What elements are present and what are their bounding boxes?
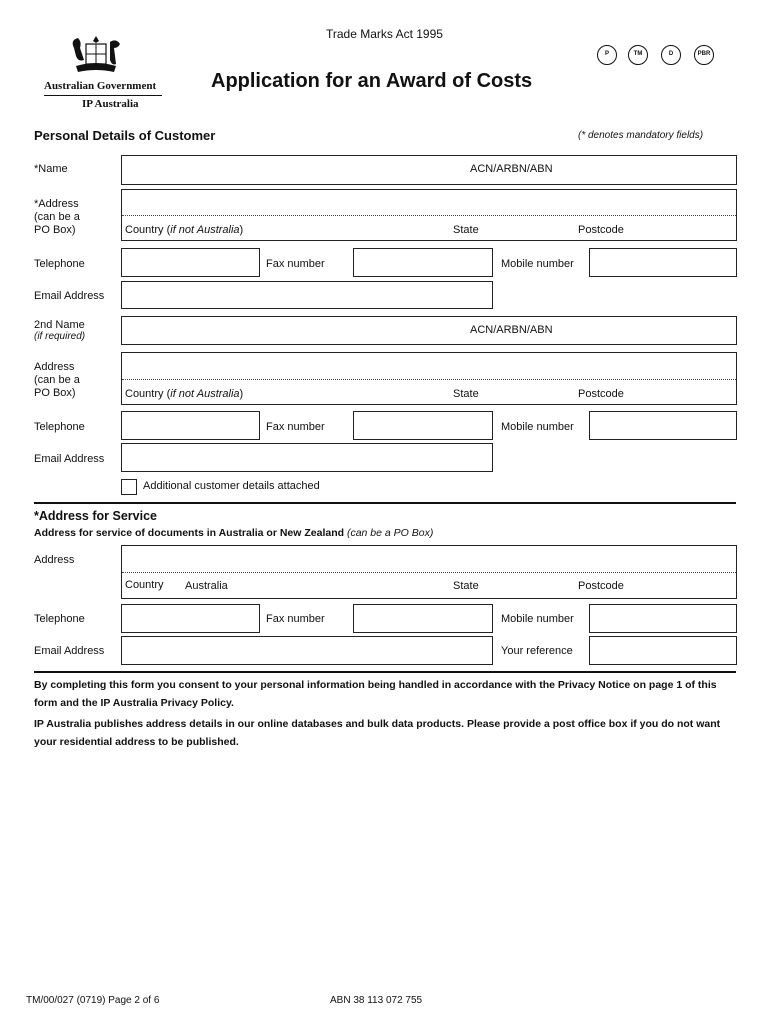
abn-footer: ABN 38 113 072 755: [330, 995, 423, 1006]
notice-divider: [34, 671, 736, 673]
address-label: *Address (can be a PO Box): [34, 198, 80, 236]
gov-agency: IP Australia: [82, 98, 139, 110]
reference-field[interactable]: [589, 636, 737, 665]
section-divider: [34, 502, 736, 504]
service-telephone-label: Telephone: [34, 613, 85, 625]
service-email-field[interactable]: [121, 636, 493, 665]
service-telephone-field[interactable]: [121, 604, 260, 633]
service-heading: *Address for Service: [34, 509, 157, 523]
state-label: State: [453, 224, 479, 236]
second-name-field[interactable]: [121, 316, 737, 345]
second-telephone-label: Telephone: [34, 421, 85, 433]
plant-breeders-icon: PBR: [694, 45, 714, 65]
patent-icon: P: [597, 45, 617, 65]
second-state-label: State: [453, 388, 479, 400]
second-name-label: 2nd Name: [34, 319, 85, 331]
mobile-label: Mobile number: [501, 258, 574, 270]
email-field[interactable]: [121, 281, 493, 309]
second-address-label: Address (can be a PO Box): [34, 361, 80, 399]
postcode-label: Postcode: [578, 224, 624, 236]
service-mobile-field[interactable]: [589, 604, 737, 633]
gov-divider: [44, 95, 162, 96]
telephone-label: Telephone: [34, 258, 85, 270]
address-divider: [122, 215, 736, 216]
service-postcode-label: Postcode: [578, 580, 624, 592]
coat-of-arms-logo: [68, 34, 124, 78]
service-subheading: Address for service of documents in Australia or New Zealand (can be a PO Box): [34, 527, 434, 539]
service-country-value: Australia: [185, 580, 228, 592]
service-address-label: Address: [34, 554, 75, 566]
gov-name: Australian Government: [44, 80, 157, 92]
page-title: Application for an Award of Costs: [211, 70, 533, 92]
second-email-field[interactable]: [121, 443, 493, 472]
second-fax-label: Fax number: [266, 421, 325, 433]
second-name-note: (if required): [34, 331, 86, 342]
name-field[interactable]: [121, 155, 737, 185]
service-fax-field[interactable]: [353, 604, 493, 633]
service-email-label: Email Address: [34, 645, 105, 657]
second-address-divider: [122, 379, 736, 380]
telephone-field[interactable]: [121, 248, 260, 277]
second-fax-field[interactable]: [353, 411, 493, 440]
second-email-label: Email Address: [34, 453, 105, 465]
design-icon: D: [661, 45, 681, 65]
fax-field[interactable]: [353, 248, 493, 277]
privacy-notice: By completing this form you consent to your personal information being handled in accordance with the Privacy Notice on page 1 of this form and the IP Australia Privacy Policy.: [34, 679, 717, 709]
additional-details-checkbox[interactable]: [121, 479, 137, 495]
second-country-label: Country (if not Australia): [125, 388, 244, 400]
publish-notice: IP Australia publishes address details in our online databases and bulk data products. Please provide a post office box if you do not want your residential address to be published.: [34, 718, 721, 748]
country-label: Country (if not Australia): [125, 224, 244, 236]
second-telephone-field[interactable]: [121, 411, 260, 440]
form-reference: TM/00/027 (0719) Page 2 of 6: [26, 995, 160, 1006]
service-mobile-label: Mobile number: [501, 613, 574, 625]
second-mobile-field[interactable]: [589, 411, 737, 440]
second-postcode-label: Postcode: [578, 388, 624, 400]
personal-heading: Personal Details of Customer: [34, 128, 216, 143]
service-country-label: Country: [125, 579, 164, 591]
reference-label: Your reference: [501, 645, 573, 657]
second-acn-label: ACN/ARBN/ABN: [470, 324, 553, 336]
mobile-field[interactable]: [589, 248, 737, 277]
service-fax-label: Fax number: [266, 613, 325, 625]
acn-label: ACN/ARBN/ABN: [470, 163, 553, 175]
second-mobile-label: Mobile number: [501, 421, 574, 433]
service-address-divider: [122, 572, 736, 573]
act-title: Trade Marks Act 1995: [326, 27, 443, 41]
service-state-label: State: [453, 580, 479, 592]
fax-label: Fax number: [266, 258, 325, 270]
additional-details-label: Additional customer details attached: [143, 480, 320, 492]
email-label: Email Address: [34, 290, 105, 302]
name-label: *Name: [34, 163, 68, 175]
trademark-icon: TM: [628, 45, 648, 65]
mandatory-note: (* denotes mandatory fields): [578, 130, 704, 141]
